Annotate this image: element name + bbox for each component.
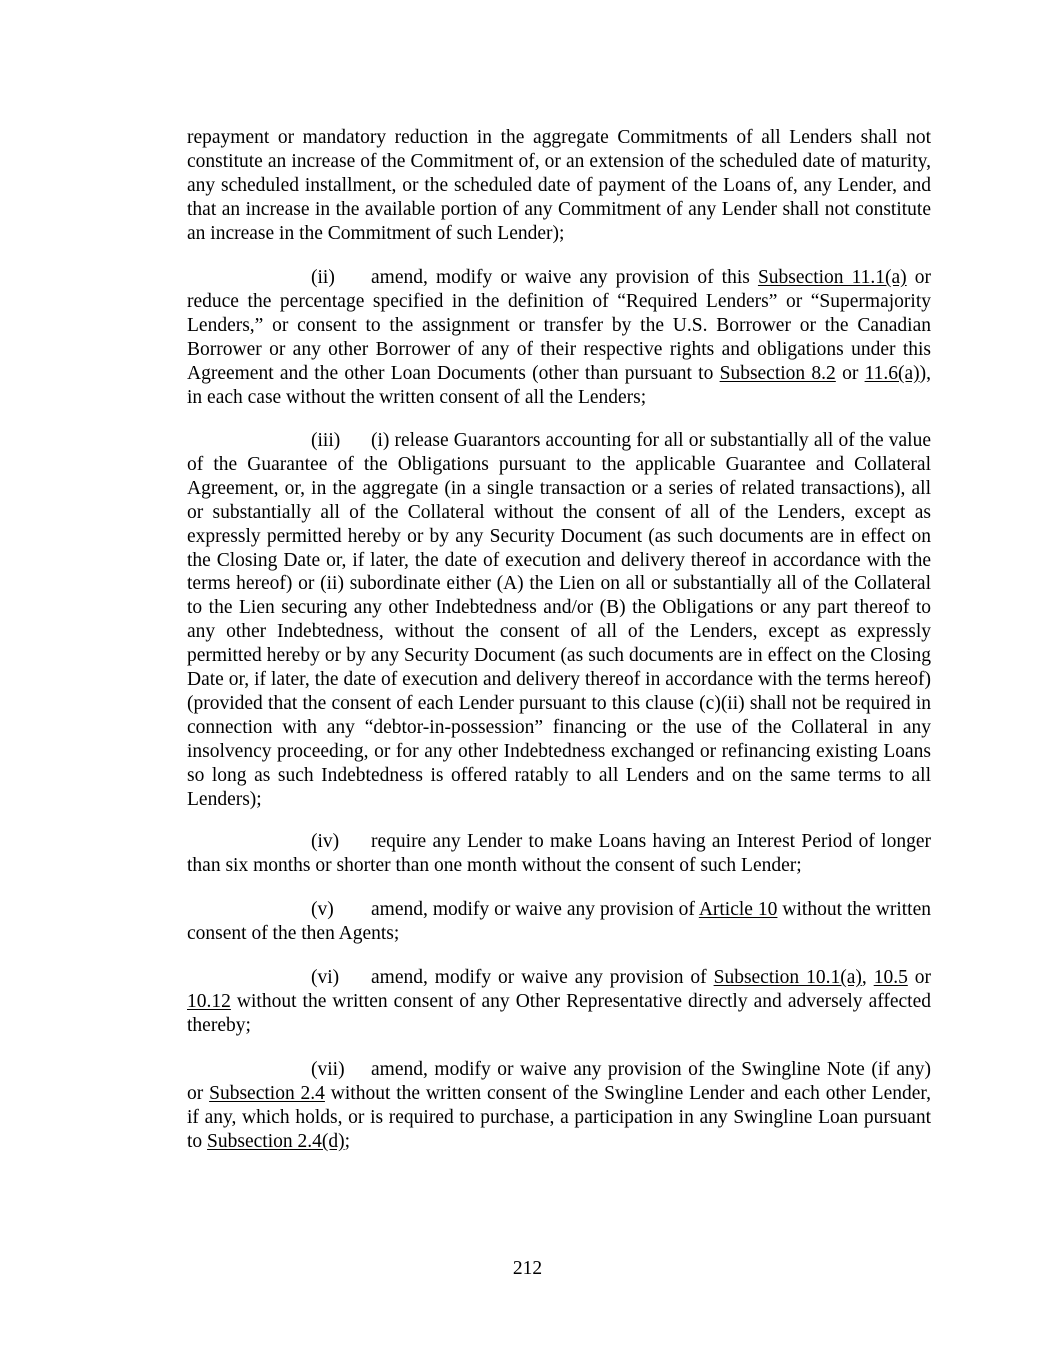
text-segment: amend, modify or waive any provision of the Swingline Note (if any) or — [187, 1059, 931, 1104]
clause-number: (vi) — [311, 967, 340, 988]
text-segment: ; — [344, 1130, 351, 1152]
paragraph-continuation — [187, 126, 931, 246]
cross-reference: Subsection 8.2 — [719, 362, 836, 384]
text-segment: amend, modify or waive any provision of this — [371, 267, 758, 288]
clause-number: (vii) — [311, 1059, 345, 1080]
page-number: 212 — [512, 1258, 543, 1279]
text-segment: or — [907, 967, 931, 988]
paragraph-vi — [187, 966, 931, 1038]
clause-number: (iii) — [311, 430, 341, 451]
paragraph-v — [187, 898, 931, 946]
text-segment: or — [835, 362, 865, 384]
cross-reference: 10.12 — [187, 990, 231, 1012]
clause-number: (ii) — [311, 267, 335, 288]
text-segment: ), in each case without the written consent of all the Lenders; — [187, 362, 931, 408]
cross-reference: 11.6(a) — [864, 362, 920, 384]
text-segment: amend, modify or waive any provision of — [371, 967, 714, 988]
cross-reference: Subsection 11.1(a) — [757, 267, 907, 288]
text-segment: without the written consent of any Other Representative directly and adversely affected thereby; — [187, 990, 931, 1036]
clause-number: (v) — [311, 899, 334, 920]
cross-reference: Subsection 10.1(a) — [713, 967, 862, 988]
paragraph-iii — [187, 429, 931, 812]
cross-reference: Article 10 — [698, 899, 778, 920]
text-segment: without the written consent of the then Agents; — [187, 899, 932, 944]
text-segment: amend, modify or waive any provision of — [371, 899, 699, 920]
text-segment: without the written consent of the Swingline Lender and each other Lender, if any, which holds, or is required to purchase, a participation in any Swingline Loan pursuant to — [187, 1082, 931, 1152]
paragraph-ii — [187, 266, 931, 409]
cross-reference: Subsection 2.4 — [209, 1082, 325, 1104]
clause-number: (iv) — [311, 831, 340, 852]
text-segment: repayment or mandatory reduction in the aggregate Commitments of all Lenders shall not constitute an increase of the Commitment of, or an extension of the scheduled date of maturity, any scheduled installment, or the scheduled date of payment of the Loans of, any Lender, and that an increase in the available portion of any Commitment of any Lender shall not constitute an increase in the Commitment of such Lender); — [187, 127, 931, 244]
paragraph-vii — [187, 1058, 931, 1154]
cross-reference: Subsection 2.4(d) — [207, 1130, 345, 1152]
text-segment: or reduce the percentage specified in the definition of “Required Lenders” or “Supermajority Lenders,” or consent to the assignment or transfer by the U.S. Borrower or the Canadian Borrower or any other Borrower of any of their respective rights and obligations under this Agreement and the other Loan Documents (other than pursuant to — [187, 267, 932, 384]
cross-reference: 10.5 — [873, 967, 908, 988]
paragraph-iv — [187, 830, 931, 878]
text-segment: (i) release Guarantors accounting for all or substantially all of the value of the Guarantee of the Obligations pursuant to the applicable Guarantee and Collateral Agreement, or, in the aggregate (in a single transaction or a series of related transactions), all or substantially all of the Collateral without the consent of all of the Lenders, except as expressly permitted hereby or by any Security Document (as such documents are in effect on the Closing Date or, if later, the date of execution and delivery thereof in accordance with the terms hereof) or (ii) subordinate either (A) the Lien on all or substantially all of the Collateral to the Lien securing any other Indebtedness and/or (B) the Obligations or any part thereof to any other Indebtedness, without the consent of all of the Lenders, except as expressly permitted hereby or by any Security Document (as such documents are in effect on the Closing Date or, if later, the date of execution and delivery thereof in accordance with the terms hereof) (provided that the consent of each Lender pursuant to this clause (c)(ii) shall not be required in connection with any “debtor-in-possession” financing or the use of the Collateral in any insolvency proceeding, or for any other Indebtedness exchanged or refinancing existing Loans so long as such Indebtedness is offered ratably to all Lenders and on the same terms to all Lenders); — [187, 430, 931, 810]
text-segment: , — [861, 967, 874, 988]
text-segment: require any Lender to make Loans having an Interest Period of longer than six months or shorter than one month without the consent of such Lender; — [187, 831, 931, 876]
